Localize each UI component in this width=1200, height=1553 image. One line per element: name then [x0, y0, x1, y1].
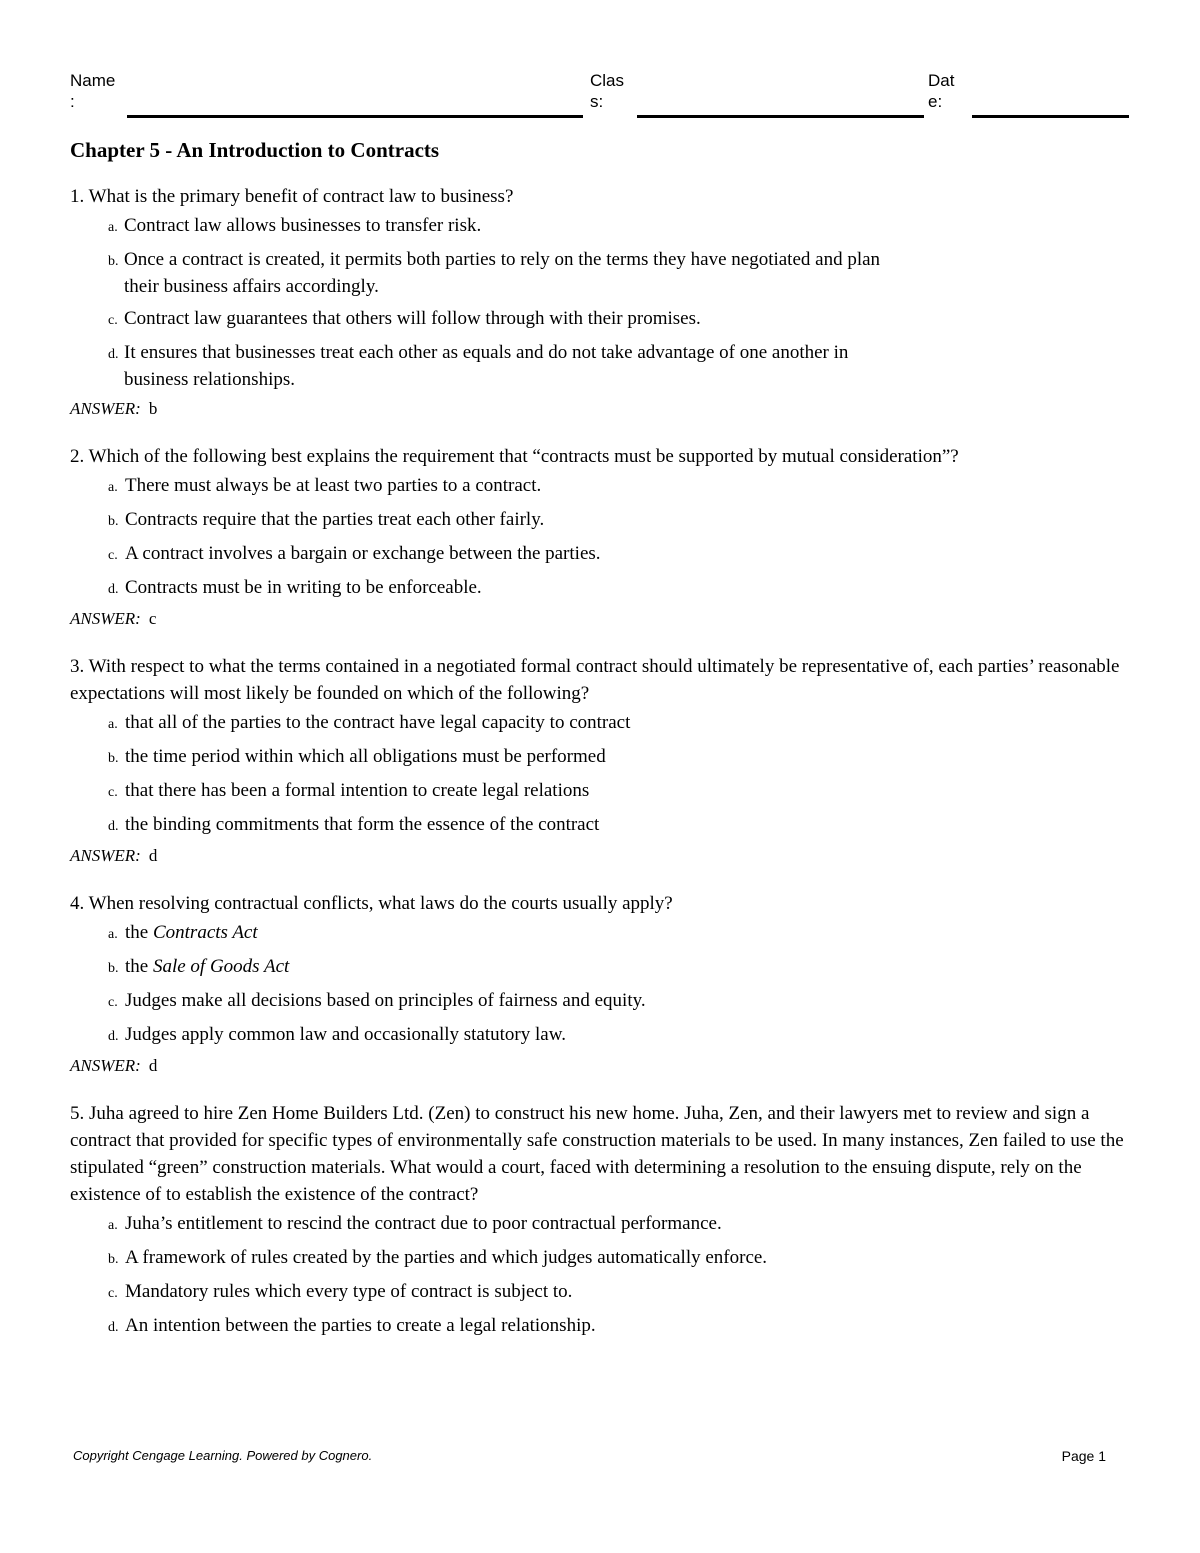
answer-value: d [148, 1056, 158, 1075]
option-a[interactable]: a. that all of the parties to the contract have legal capacity to contract [108, 712, 631, 733]
option-c[interactable]: c. Mandatory rules which every type of contract is subject to. [108, 1281, 573, 1302]
option-d[interactable]: d. Contracts must be in writing to be enforceable. [108, 577, 482, 598]
name-label-line1: Name [70, 71, 116, 90]
option-d[interactable]: d. Judges apply common law and occasionally statutory law. [108, 1024, 566, 1045]
class-field-label [590, 70, 624, 112]
date-field-label [928, 70, 954, 112]
question-text: 5. Juha agreed to hire Zen Home Builders Ltd. (Zen) to construct his new home. Juha, Zen, and their lawyers met to review and sign a contract that provided for specific types of environmentally safe construction materials to be used. In many instances, Zen failed to use the stipulated “green” construction materials. What would a court, faced with determining a resolution to the ensuing dispute, rely on the existence of to establish the existence of the contract? [70, 1103, 1124, 1205]
option-b[interactable]: b. the Sale of Goods Act [108, 956, 290, 977]
question-5 [70, 1100, 1132, 1341]
answer-value: c [148, 609, 157, 628]
option-d[interactable]: d. It ensures that businesses treat each other as equals and do not take advantage of one another in business relationships. [108, 342, 849, 390]
option-b[interactable]: b. Once a contract is created, it permits both parties to rely on the terms they have negotiated and plan their business affairs accordingly. [108, 249, 881, 297]
date-blank-line[interactable] [972, 115, 1129, 118]
option-a[interactable]: a. the Contracts Act [108, 922, 258, 943]
chapter-title: Chapter 5 - An Introduction to Contracts [70, 138, 440, 162]
option-a[interactable]: a. There must always be at least two parties to a contract. [108, 475, 542, 496]
answer-line: ANSWER: c [70, 609, 157, 628]
option-a[interactable]: a. Contract law allows businesses to transfer risk. [108, 215, 482, 236]
option-d[interactable]: d. An intention between the parties to create a legal relationship. [108, 1315, 596, 1336]
name-blank-line[interactable] [127, 115, 583, 118]
question-list [70, 183, 1132, 1364]
option-c[interactable]: c. Contract law guarantees that others will follow through with their promises. [108, 308, 701, 329]
question-text: 1. What is the primary benefit of contract law to business? [70, 186, 514, 207]
option-c[interactable]: c. A contract involves a bargain or exchange between the parties. [108, 543, 601, 564]
act-name: Contracts Act [152, 922, 258, 943]
name-field-label [70, 70, 115, 112]
answer-value: b [148, 399, 158, 418]
page-number: Page 1 [1061, 1448, 1106, 1464]
option-d[interactable]: d. the binding commitments that form the essence of the contract [108, 814, 600, 835]
option-b[interactable]: b. A framework of rules created by the parties and which judges automatically enforce. [108, 1247, 768, 1268]
act-name: Sale of Goods Act [152, 956, 290, 977]
date-label-line1: Dat [928, 71, 955, 90]
question-1 [70, 183, 1132, 420]
answer-line: ANSWER: d [70, 846, 158, 865]
copyright-footer: Copyright Cengage Learning. Powered by Cognero. [73, 1448, 373, 1463]
name-label-line2: : [70, 92, 75, 111]
answer-value: d [148, 846, 158, 865]
answer-line: ANSWER: d [70, 1056, 158, 1075]
option-c[interactable]: c. Judges make all decisions based on principles of fairness and equity. [108, 990, 646, 1011]
question-4 [70, 890, 1132, 1077]
question-3 [70, 653, 1132, 867]
class-blank-line[interactable] [637, 115, 924, 118]
option-b[interactable]: b. the time period within which all obligations must be performed [108, 746, 606, 767]
date-label-line2: e: [928, 92, 943, 111]
question-2 [70, 443, 1132, 630]
question-text: 2. Which of the following best explains the requirement that “contracts must be supported by mutual consideration”? [70, 446, 959, 467]
class-label-line1: Clas [590, 71, 625, 90]
class-label-line2: s: [590, 92, 604, 111]
option-c[interactable]: c. that there has been a formal intention to create legal relations [108, 780, 590, 801]
option-b[interactable]: b. Contracts require that the parties treat each other fairly. [108, 509, 545, 530]
answer-line: ANSWER: b [70, 399, 158, 418]
question-text: 4. When resolving contractual conflicts, what laws do the courts usually apply? [70, 893, 673, 914]
question-text: 3. With respect to what the terms contained in a negotiated formal contract should ultimately be representative of, each parties’ reasonable expectations will most likely be founded on which of the following? [70, 656, 1120, 704]
option-a[interactable]: a. Juha’s entitlement to rescind the contract due to poor contractual performance. [108, 1213, 722, 1234]
